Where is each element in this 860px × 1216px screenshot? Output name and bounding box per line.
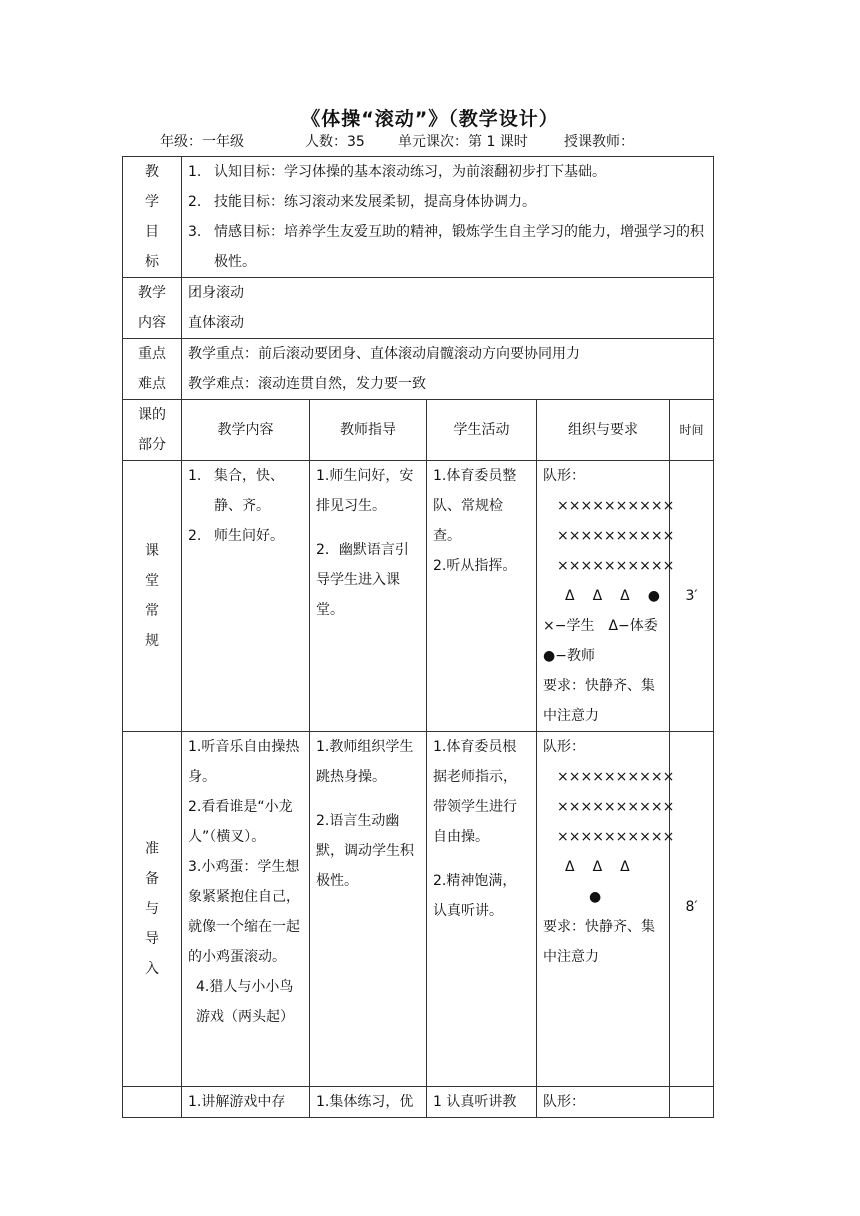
list-item: 2.看看谁是“小龙人”（横叉）。 [188,799,293,845]
routine-time: 3′ [670,461,714,732]
teacher-dot: ● [589,889,602,905]
formation-row: ×××××××××× [557,799,675,815]
list-item: 1. 认知目标：学习体操的基本滚动练习，为前滚翻初步打下基础。 [188,164,606,180]
list-item: 3.小鸡蛋：学生想象紧紧抱住自己，就像一个缩在一起的小鸡蛋滚动。 [188,859,300,965]
next-org: 队形： [537,1087,670,1118]
warmup-org: 队形： ×××××××××× ×××××××××× ×××××××××× Δ Δ Δ ● 要求：快静齐、集中注意力 [537,732,670,1087]
warmup-guide: 1.教师组织学生跳热身操。 2.语言生动幽默，调动学生积极性。 [310,732,427,1087]
routine-activity: 1.体育委员整队、常规检查。 2.听从指挥。 [427,461,537,732]
content-cell: 团身滚动 直体滚动 [182,278,714,339]
list-item: 3. 情感目标：培养学生友爱互助的精神，锻炼学生自主学习的能力，增强学习的积极性。 [188,224,704,270]
formation-marks: Δ Δ Δ [565,859,632,875]
keypoints-label: 重点 难点 [123,339,182,400]
header-time: 时间 [670,400,714,461]
list-item: 1.听音乐自由操热身。 [188,739,300,785]
list-item: 1. 集合，快、静、齐。 [188,468,284,514]
objectives-cell [182,157,714,278]
grade-label: 年级：一年级 [160,134,244,150]
next-content: 1.讲解游戏中存 [182,1087,310,1118]
formation-row: ×××××××××× [557,528,675,544]
part-label-next [123,1087,182,1118]
header-part: 课的 部分 [123,400,182,461]
routine-org: 队形： ×××××××××× ×××××××××× ×××××××××× Δ Δ Δ ● ×−学生 Δ−体委 ●−教师 要求：快静齐、集中注意力 [537,461,670,732]
header-activity: 学生活动 [427,400,537,461]
formation-marks: Δ Δ Δ ● [565,588,662,604]
list-item: 4.猎人与小小鸟游戏（两头起） [196,979,294,1025]
keypoints-cell: 教学重点：前后滚动要团身、直体滚动肩髋滚动方向要协同用力 教学难点：滚动连贯自然，发力要一致 [182,339,714,400]
teacher-label: 授课教师： [564,134,634,150]
routine-guide: 1.师生问好，安排见习生。 2．幽默语言引导学生进入课堂。 [310,461,427,732]
unit-label: 单元课次：第 1 课时 [398,134,528,150]
warmup-activity: 1.体育委员根据老师指示，带领学生进行自由操。 2.精神饱满，认真听讲。 [427,732,537,1087]
content-label: 教学 内容 [123,278,182,339]
header-content: 教学内容 [182,400,310,461]
page-title: 《体操“滚动”》（教学设计） [301,108,559,130]
objectives-label: 教 学 目 标 [123,157,182,278]
formation-row: ×××××××××× [557,829,675,845]
lesson-plan-table [122,156,714,1118]
next-time [670,1087,714,1118]
formation-row: ×××××××××× [557,769,675,785]
next-guide: 1.集体练习，优 [310,1087,427,1118]
formation-row: ×××××××××× [557,498,675,514]
header-guide: 教师指导 [310,400,427,461]
warmup-time: 8′ [670,732,714,1087]
count-label: 人数：35 [305,134,365,150]
header-org: 组织与要求 [537,400,670,461]
warmup-content [182,732,310,1087]
formation-row: ×××××××××× [557,558,675,574]
list-item: 2. 师生问好。 [188,528,284,544]
part-label-warmup: 准 备 与 导 入 [123,732,182,1087]
next-activity: 1 认真听讲教 [427,1087,537,1118]
part-label-routine: 课 堂 常 规 [123,461,182,732]
routine-content [182,461,310,732]
list-item: 2. 技能目标：练习滚动来发展柔韧，提高身体协调力。 [188,194,536,210]
